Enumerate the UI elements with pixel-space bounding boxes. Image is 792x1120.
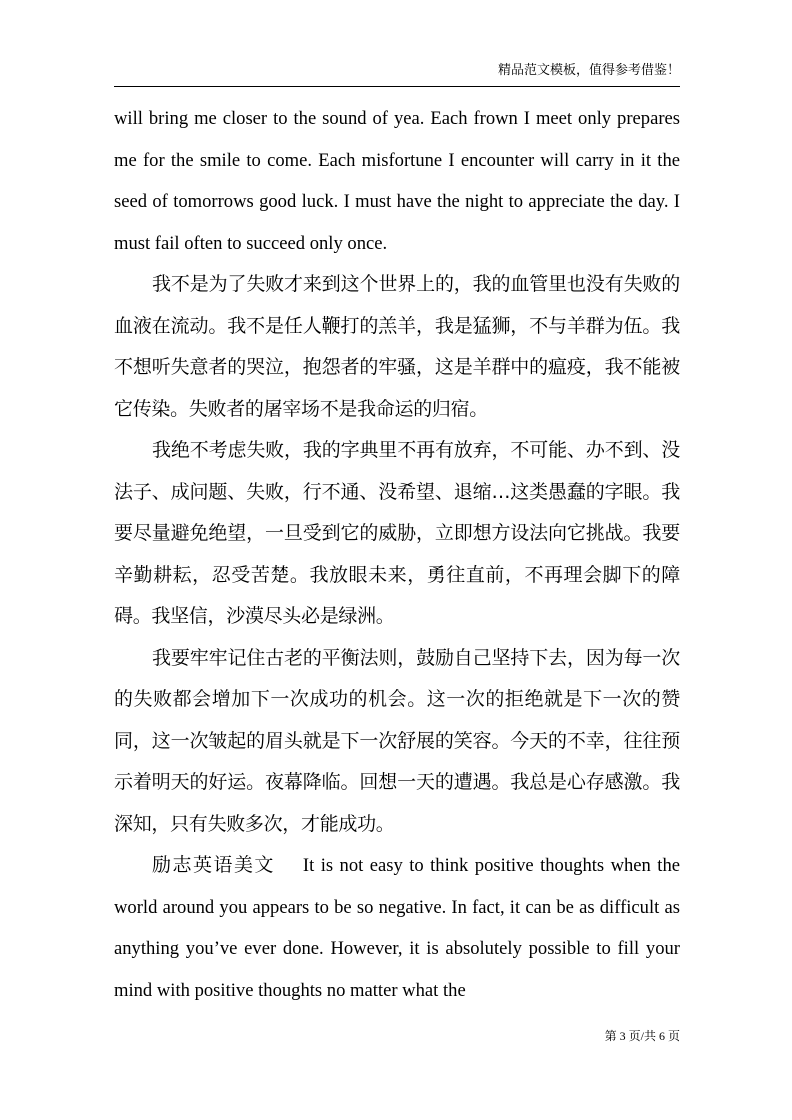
page-number: 第 3 页/共 6 页 [604,1029,680,1043]
paragraph-english-continuation: will bring me closer to the sound of yea. Each frown I meet only prepares me for the smile to come. Each misfortune I encounter will carry in it the seed of tomorrows good luck. I must have the night to appreciate the day. I must fail often to succeed only once. [114,108,680,254]
paragraph-chinese-2: 我绝不考虑失败，我的字典里不再有放弃，不可能、办不到、没法子、成问题、失败，行不通、没希望、退缩…这类愚蠢的字眼。我要尽量避免绝望，一旦受到它的威胁，立即想方设法向它挑战。我要辛勤耕耘，忍受苦楚。我放眼未来，勇往直前，不再理会脚下的障碍。我坚信，沙漠尽头必是绿洲。 [114,439,680,627]
page-footer [114,1028,680,1044]
essay-title: 励志英语美文 [152,854,275,876]
paragraph-chinese-3: 我要牢牢记住古老的平衡法则，鼓励自己坚持下去，因为每一次的失败都会增加下一次成功的机会。这一次的拒绝就是下一次的赞同，这一次皱起的眉头就是下一次舒展的笑容。今天的不幸，往往预示着明天的好运。夜幕降临。回想一天的遭遇。我总是心存感激。我深知，只有失败多次，才能成功。 [114,646,680,835]
essay-text: It is not easy to think positive thoughts when the world around you appears to be so negative. In fact, it can be as difficult as anything you’ve ever done. However, it is absolutely possible to fill your mind with positive thoughts no matter what the [114,855,680,1001]
document-body [114,98,680,1011]
paragraph-motivational-essay [114,845,680,1011]
header-text: 精品范文模板，值得参考借鉴！ [497,63,680,78]
paragraph-chinese-1: 我不是为了失败才来到这个世界上的，我的血管里也没有失败的血液在流动。我不是任人鞭打的羔羊，我是猛狮，不与羊群为伍。我不想听失意者的哭泣，抱怨者的牢骚，这是羊群中的瘟疫，我不能被它传染。失败者的屠宰场不是我命运的归宿。 [114,273,680,420]
page-header [114,58,680,87]
